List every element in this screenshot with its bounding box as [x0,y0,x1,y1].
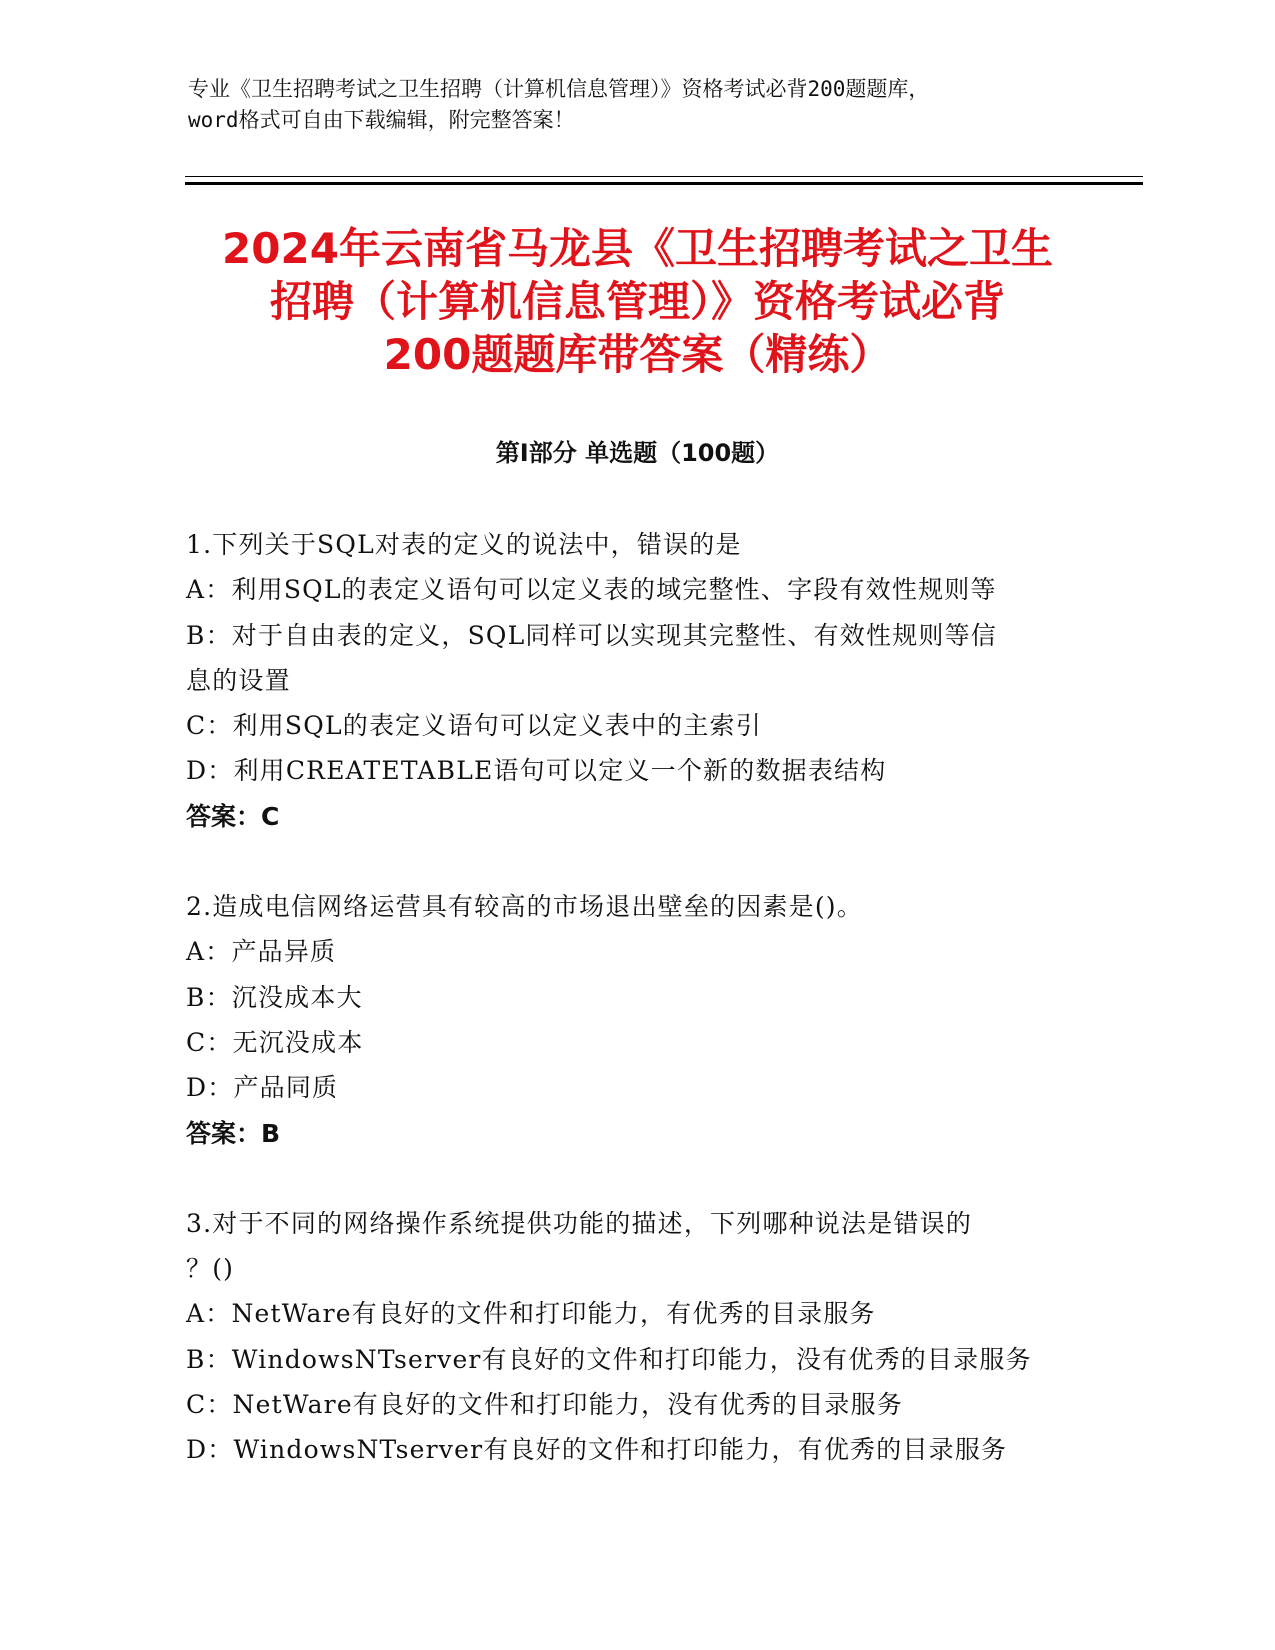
question-list [186,522,1086,1518]
header-note-line-2: word格式可自由下载编辑，附完整答案！ [188,108,575,132]
header-note-line-1: 专业《卫生招聘考试之卫生招聘（计算机信息管理）》资格考试必背200题题库， [188,77,930,101]
document-title-line-3: 200题题库带答案（精练） [383,330,892,379]
question-3-option-b: B：WindowsNTserver有良好的文件和打印能力，没有优秀的目录服务 [186,1344,1032,1374]
question-1-answer: 答案：C [186,801,280,831]
header-note [188,74,1088,136]
document-title-line-2: 招聘（计算机信息管理）》资格考试必背 [269,277,1005,326]
question-1-option-b: B：对于自由表的定义，SQL同样可以实现其完整性、有效性规则等信 [186,620,997,650]
question-1 [186,522,1086,839]
question-2-option-d: D：产品同质 [186,1073,339,1103]
question-1-option-b-cont: 息的设置 [186,665,291,695]
document-title [150,222,1125,381]
question-2-option-a: A：产品异质 [186,937,337,967]
question-2-stem: 2.造成电信网络运营具有较高的市场退出壁垒的因素是()。 [186,892,863,922]
question-2-option-c: C：无沉没成本 [186,1027,364,1057]
document-title-line-1: 2024年云南省马龙县《卫生招聘考试之卫生 [222,224,1053,273]
question-3-option-c: C：NetWare有良好的文件和打印能力，没有优秀的目录服务 [186,1390,904,1420]
question-2-answer: 答案：B [186,1118,281,1148]
question-2 [186,884,1086,1156]
question-3-stem-cont: ？() [186,1254,235,1284]
section-heading: 第Ⅰ部分 单选题（100题） [495,439,780,467]
question-1-option-a: A：利用SQL的表定义语句可以定义表的域完整性、字段有效性规则等 [186,575,997,605]
header-divider-thin [185,176,1143,177]
header-divider-thick [185,182,1143,185]
question-1-option-c: C：利用SQL的表定义语句可以定义表中的主索引 [186,711,762,741]
question-3-option-d: D：WindowsNTserver有良好的文件和打印能力，有优秀的目录服务 [186,1435,1008,1465]
question-3-option-a: A：NetWare有良好的文件和打印能力，有优秀的目录服务 [186,1299,876,1329]
question-1-stem: 1.下列关于SQL对表的定义的说法中，错误的是 [186,530,742,559]
question-3-stem: 3.对于不同的网络操作系统提供功能的描述，下列哪种说法是错误的 [186,1208,973,1238]
question-2-option-b: B：沉没成本大 [186,982,363,1012]
question-1-option-d: D：利用CREATETABLE语句可以定义一个新的数据表结构 [186,756,887,786]
question-3 [186,1201,1086,1473]
